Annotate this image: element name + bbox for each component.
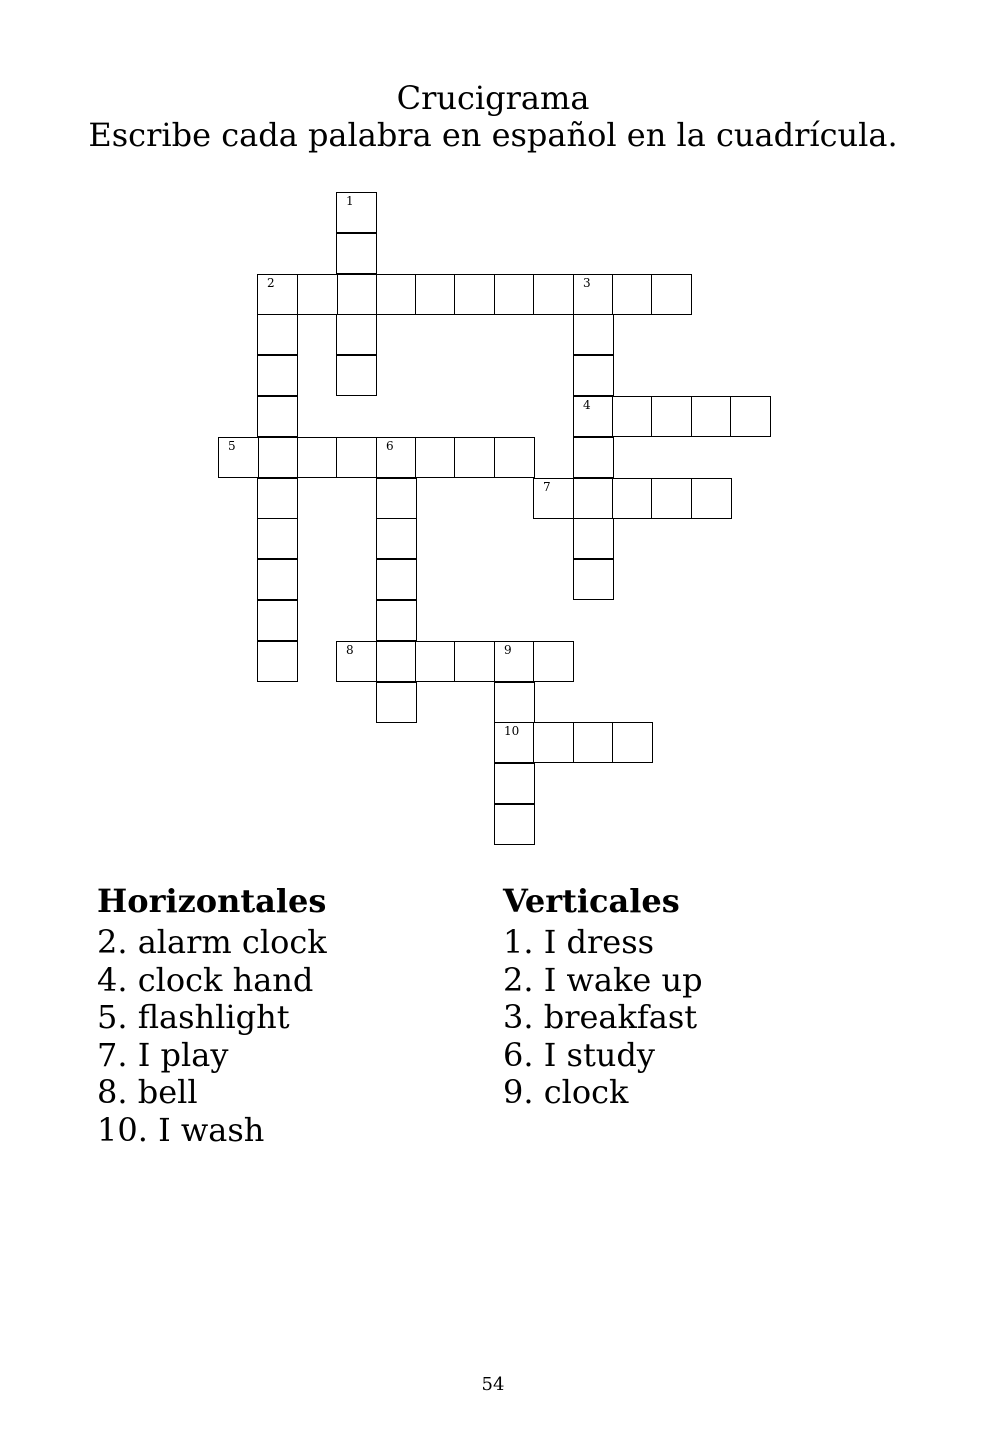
grid-cell[interactable] <box>612 396 653 437</box>
grid-cell[interactable] <box>533 722 574 763</box>
clue-number: 5 <box>228 439 236 453</box>
page-title: Crucigrama <box>396 79 590 117</box>
grid-cell[interactable] <box>533 641 574 682</box>
grid-cell[interactable] <box>533 274 574 315</box>
grid-cell[interactable] <box>691 478 732 519</box>
grid-cell[interactable] <box>573 722 614 763</box>
down-heading: Verticales <box>503 882 680 920</box>
grid-cell[interactable] <box>494 641 535 682</box>
grid-cell[interactable] <box>573 437 614 478</box>
grid-cell[interactable] <box>415 274 456 315</box>
grid-cell[interactable] <box>257 355 298 396</box>
grid-cell[interactable] <box>651 396 692 437</box>
grid-cell[interactable] <box>336 233 377 274</box>
grid-cell[interactable] <box>336 274 377 315</box>
grid-cell[interactable] <box>730 396 771 437</box>
grid-cell[interactable] <box>336 437 377 478</box>
grid-cell[interactable] <box>376 478 417 519</box>
down-clue: 6. I study <box>503 1035 655 1074</box>
grid-cell[interactable] <box>257 274 298 315</box>
grid-cell[interactable] <box>612 478 653 519</box>
instructions: Escribe cada palabra en español en la cuadrícula. <box>88 116 898 154</box>
grid-cell[interactable] <box>494 722 535 763</box>
grid-cell[interactable] <box>297 437 338 478</box>
grid-cell[interactable] <box>573 314 614 355</box>
grid-cell[interactable] <box>494 763 535 804</box>
grid-cell[interactable] <box>336 192 377 233</box>
page-number: 54 <box>481 1374 505 1395</box>
down-clues <box>503 882 703 1112</box>
across-clue: 10. I wash <box>97 1110 265 1149</box>
across-clue: 7. I play <box>97 1035 229 1074</box>
across-clue: 2. alarm clock <box>97 923 327 961</box>
grid-cell[interactable] <box>573 518 614 559</box>
grid-cell[interactable] <box>573 355 614 396</box>
grid-cell[interactable] <box>573 559 614 600</box>
down-clue: 2. I wake up <box>503 960 703 999</box>
grid-cell[interactable] <box>454 274 495 315</box>
grid-cell[interactable] <box>257 641 298 682</box>
grid-cell[interactable] <box>376 682 417 723</box>
grid-cell[interactable] <box>376 274 417 315</box>
clue-number: 8 <box>346 643 354 657</box>
clue-number: 10 <box>504 724 520 738</box>
across-clues <box>97 882 327 1149</box>
grid-cell[interactable] <box>494 804 535 845</box>
grid-cell[interactable] <box>257 600 298 641</box>
grid-cell[interactable] <box>376 600 417 641</box>
grid-cell[interactable] <box>494 437 535 478</box>
grid-cell[interactable] <box>573 396 614 437</box>
down-clue: 1. I dress <box>503 923 655 961</box>
grid-cell[interactable] <box>257 396 298 437</box>
grid-cell[interactable] <box>257 478 298 519</box>
grid-cell[interactable] <box>336 641 377 682</box>
across-clue: 5. flashlight <box>97 998 290 1036</box>
grid-cell[interactable] <box>376 437 417 478</box>
grid-cell[interactable] <box>257 559 298 600</box>
grid-cell[interactable] <box>376 559 417 600</box>
grid-cell[interactable] <box>376 518 417 559</box>
grid-cell[interactable] <box>218 437 259 478</box>
clue-number: 3 <box>583 276 591 290</box>
grid-cell[interactable] <box>257 518 298 559</box>
grid-cell[interactable] <box>651 274 692 315</box>
clue-number: 6 <box>386 439 394 453</box>
grid-cell[interactable] <box>336 355 377 396</box>
grid-cell[interactable] <box>691 396 732 437</box>
across-clue: 8. bell <box>97 1073 198 1111</box>
grid-cell[interactable] <box>336 314 377 355</box>
clue-number: 7 <box>543 480 551 494</box>
grid-cell[interactable] <box>415 641 456 682</box>
grid-cell[interactable] <box>257 437 298 478</box>
clue-number: 2 <box>267 276 275 290</box>
grid-cell[interactable] <box>573 274 614 315</box>
grid-cell[interactable] <box>533 478 574 519</box>
across-clue: 4. clock hand <box>97 960 314 999</box>
grid-cell[interactable] <box>454 641 495 682</box>
clue-number: 1 <box>346 194 354 208</box>
grid-cell[interactable] <box>494 274 535 315</box>
grid-cell[interactable] <box>612 722 653 763</box>
clue-number: 4 <box>583 398 591 412</box>
across-heading: Horizontales <box>97 882 327 920</box>
down-clue: 9. clock <box>503 1073 629 1111</box>
grid-cell[interactable] <box>612 274 653 315</box>
grid-cell[interactable] <box>573 478 614 519</box>
grid-cell[interactable] <box>454 437 495 478</box>
grid-cell[interactable] <box>415 437 456 478</box>
clue-number: 9 <box>504 643 512 657</box>
grid-cell[interactable] <box>297 274 338 315</box>
grid-cell[interactable] <box>651 478 692 519</box>
grid-cell[interactable] <box>257 314 298 355</box>
down-clue: 3. breakfast <box>503 998 698 1036</box>
grid-cell[interactable] <box>376 641 417 682</box>
grid-cell[interactable] <box>494 682 535 723</box>
